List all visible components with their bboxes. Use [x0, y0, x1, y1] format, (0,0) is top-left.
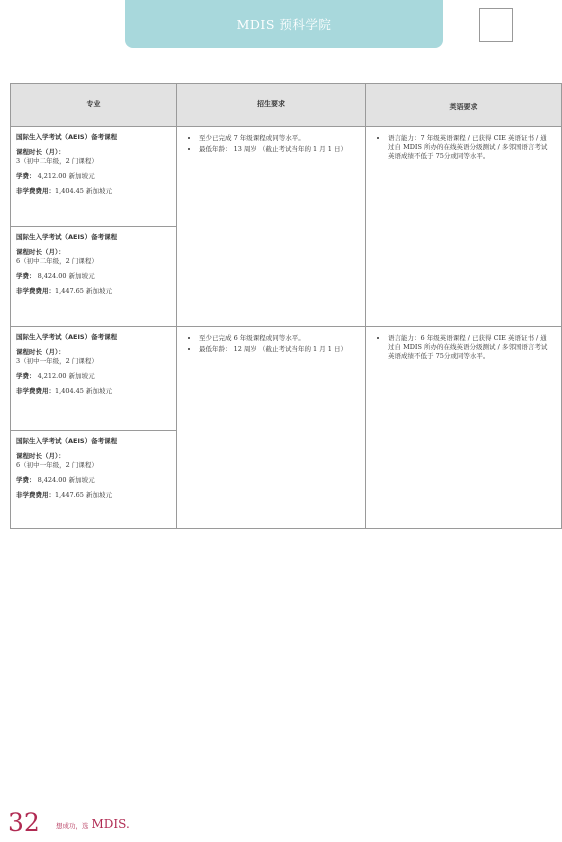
major-cell	[11, 327, 177, 529]
course-name: 国际生入学考试（AEIS）备考课程	[16, 133, 118, 141]
admission-item: • 最低年龄： 13 周岁 （截止考试当年的 1 月 1 日）	[199, 145, 357, 154]
tuition-value: 8,424.00 新加坡元	[37, 272, 95, 281]
duration-label: 课程时长（月）：	[16, 452, 65, 461]
column-header-english: 英语要求	[366, 84, 562, 127]
english-item: • 语言能力：7 年级英语课程 / 已获得 CIE 英语证书 / 通过自 MDIS 所办的在线英语分级测试 / 多邻国语言考试英语成绩不低于 75分或同等水平。	[388, 134, 553, 161]
tuition-value: 8,424.00 新加坡元	[37, 476, 95, 485]
duration-value: 3（初中一年级，2 门课程）	[16, 357, 98, 366]
requirements-table	[10, 83, 562, 529]
course-name: 国际生入学考试（AEIS）备考课程	[16, 437, 118, 445]
tuition-label: 学费：	[16, 476, 36, 485]
admission-list	[177, 327, 365, 354]
admission-cell	[177, 327, 366, 529]
table-row	[11, 327, 562, 529]
duration-label: 课程时长（月）：	[16, 348, 65, 357]
admission-list	[177, 127, 365, 154]
english-cell	[366, 127, 562, 327]
nontuition-label: 非学费费用：	[16, 491, 55, 500]
duration-label: 课程时长（月）：	[16, 148, 65, 157]
column-header-admission: 招生要求	[177, 84, 366, 127]
admission-cell	[177, 127, 366, 327]
nontuition-label: 非学费费用：	[16, 387, 55, 396]
duration-value: 3（初中二年级，2 门课程）	[16, 157, 98, 166]
page-number: 32	[8, 808, 40, 837]
footer-slogan	[56, 817, 130, 831]
course-block	[11, 127, 176, 226]
duration-value: 6（初中二年级，2 门课程）	[16, 257, 98, 266]
nontuition-label: 非学费费用：	[16, 287, 55, 296]
duration-label: 课程时长（月）：	[16, 248, 65, 257]
english-cell	[366, 327, 562, 529]
table-row	[11, 127, 562, 327]
tuition-value: 4,212.00 新加坡元	[37, 372, 95, 381]
admission-item: • 最低年龄： 12 周岁 （截止考试当年的 1 月 1 日）	[199, 345, 357, 354]
brand-logo-text: MDIS.	[91, 817, 130, 831]
nontuition-value: 1,404.45 新加坡元	[55, 387, 113, 396]
course-block	[11, 430, 176, 528]
admission-item: • 至少已完成 6 年级课程或同等水平。	[199, 334, 357, 343]
tuition-label: 学费：	[16, 272, 36, 281]
tuition-value: 4,212.00 新加坡元	[37, 172, 95, 181]
tuition-label: 学费：	[16, 172, 36, 181]
duration-value: 6（初中一年级，2 门课程）	[16, 461, 98, 470]
table-header-row	[11, 84, 562, 127]
page-header-title: MDIS 预科学院	[236, 17, 332, 32]
nontuition-label: 非学费费用：	[16, 187, 55, 196]
english-list	[366, 327, 561, 361]
course-block	[11, 327, 176, 430]
english-item: • 语言能力：6 年级英语课程 / 已获得 CIE 英语证书 / 通过自 MDIS 所办的在线英语分级测试 / 多邻国语言考试英语成绩不低于 75分或同等水平。	[388, 334, 553, 361]
course-name: 国际生入学考试（AEIS）备考课程	[16, 233, 118, 241]
slogan-text: 想成功，选	[56, 822, 89, 830]
tuition-label: 学费：	[16, 372, 36, 381]
admission-item: • 至少已完成 7 年级课程或同等水平。	[199, 134, 357, 143]
course-block	[11, 226, 176, 326]
column-header-major: 专业	[11, 84, 177, 127]
nontuition-value: 1,447.65 新加坡元	[55, 491, 113, 500]
header-tab	[125, 0, 443, 48]
corner-box	[479, 8, 513, 42]
nontuition-value: 1,447.65 新加坡元	[55, 287, 113, 296]
major-cell	[11, 127, 177, 327]
english-list	[366, 127, 561, 161]
course-name: 国际生入学考试（AEIS）备考课程	[16, 333, 118, 341]
nontuition-value: 1,404.45 新加坡元	[55, 187, 113, 196]
